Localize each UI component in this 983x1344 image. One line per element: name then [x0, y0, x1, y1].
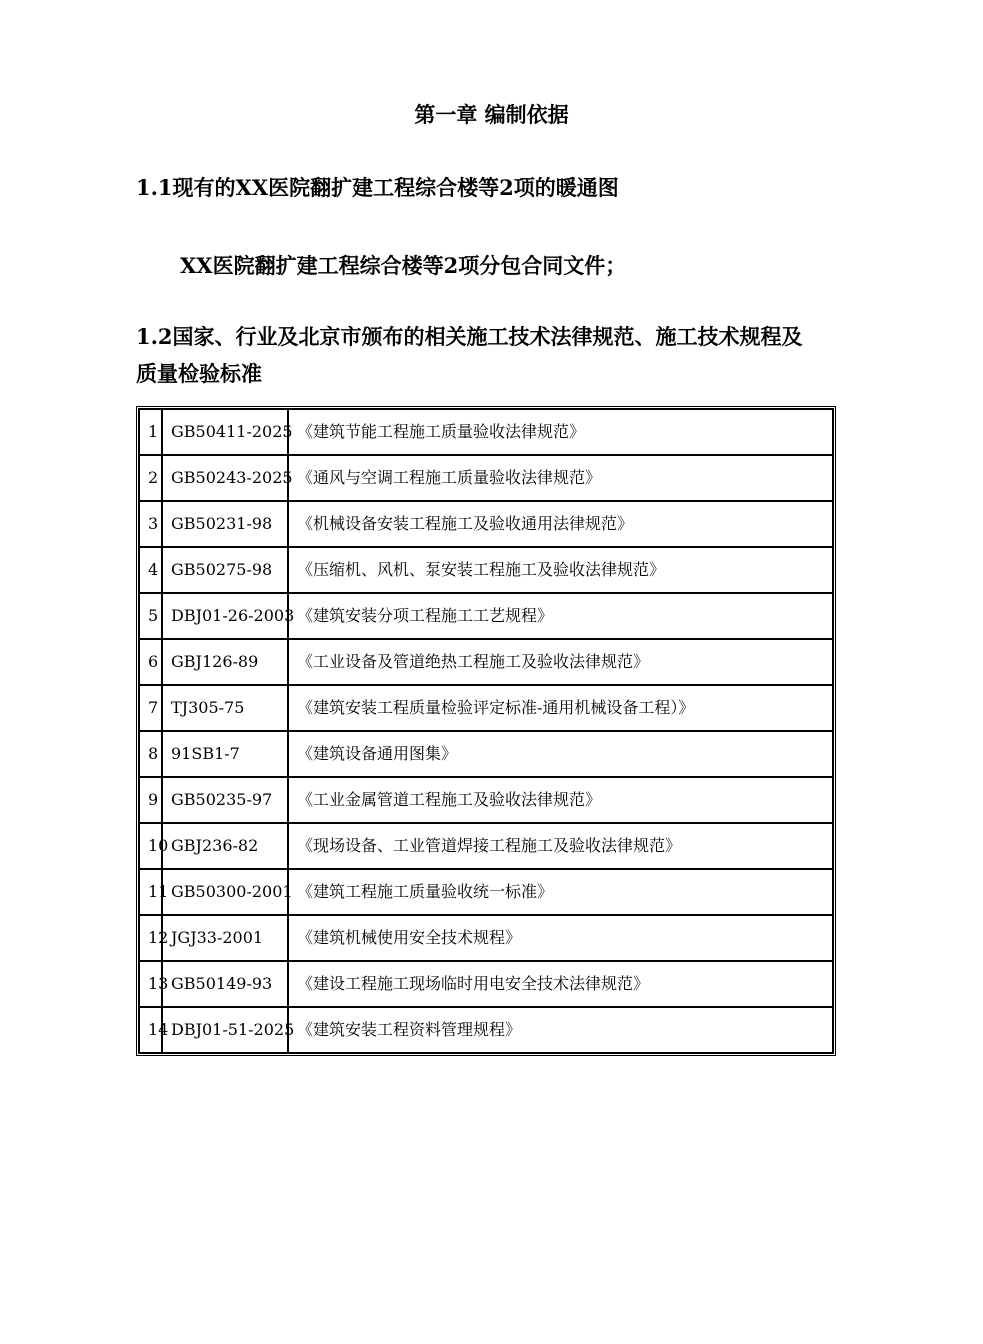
standard-code-cell: JGJ33-2001 [162, 915, 288, 961]
standard-code-cell: GB50235-97 [162, 777, 288, 823]
standard-code-cell: GB50275-98 [162, 547, 288, 593]
standard-name-cell: 《建筑工程施工质量验收统一标准》 [288, 869, 833, 915]
table-row [139, 501, 833, 547]
standard-name-cell: 《工业设备及管道绝热工程施工及验收法律规范》 [288, 639, 833, 685]
standard-name-cell: 《通风与空调工程施工质量验收法律规范》 [288, 455, 833, 501]
standard-code-cell: GBJ236-82 [162, 823, 288, 869]
table-row [139, 593, 833, 639]
row-number-cell: 2 [139, 455, 162, 501]
standard-code-cell: GB50411-2025 [162, 409, 288, 455]
standard-name-cell: 《建筑安装分项工程施工工艺规程》 [288, 593, 833, 639]
standard-name-cell: 《现场设备、工业管道焊接工程施工及验收法律规范》 [288, 823, 833, 869]
standard-code-cell: 91SB1-7 [162, 731, 288, 777]
standards-table [136, 406, 836, 1056]
standard-name-cell: 《建设工程施工现场临时用电安全技术法律规范》 [288, 961, 833, 1007]
table-row [139, 1007, 833, 1053]
section-2-heading-line1: 1.2国家、行业及北京市颁布的相关施工技术法律规范、施工技术规程及 [136, 324, 803, 349]
row-number-cell: 5 [139, 593, 162, 639]
standard-name-cell: 《建筑节能工程施工质量验收法律规范》 [288, 409, 833, 455]
row-number-cell: 7 [139, 685, 162, 731]
section-2-heading-line2: 质量检验标准 [136, 361, 262, 386]
row-number-cell: 13 [139, 961, 162, 1007]
standard-name-cell: 《压缩机、风机、泵安装工程施工及验收法律规范》 [288, 547, 833, 593]
table-row [139, 685, 833, 731]
table-row [139, 409, 833, 455]
standard-code-cell: TJ305-75 [162, 685, 288, 731]
table-row [139, 777, 833, 823]
row-number-cell: 12 [139, 915, 162, 961]
table-row [139, 639, 833, 685]
standard-code-cell: GB50300-2001 [162, 869, 288, 915]
row-number-cell: 8 [139, 731, 162, 777]
chapter-title: 第一章 编制依据 [414, 102, 569, 127]
standard-code-cell: GB50231-98 [162, 501, 288, 547]
standard-code-cell: GBJ126-89 [162, 639, 288, 685]
standard-name-cell: 《建筑设备通用图集》 [288, 731, 833, 777]
table-row [139, 731, 833, 777]
standard-code-cell: DBJ01-51-2025 [162, 1007, 288, 1053]
section-2-heading [136, 318, 846, 392]
row-number-cell: 1 [139, 409, 162, 455]
row-number-cell: 4 [139, 547, 162, 593]
standard-name-cell: 《建筑安装工程资料管理规程》 [288, 1007, 833, 1053]
table-row [139, 869, 833, 915]
standard-name-cell: 《机械设备安装工程施工及验收通用法律规范》 [288, 501, 833, 547]
standard-code-cell: GB50243-2025 [162, 455, 288, 501]
standard-name-cell: 《建筑安装工程质量检验评定标准-通用机械设备工程）》 [288, 685, 833, 731]
row-number-cell: 14 [139, 1007, 162, 1053]
standard-name-cell: 《工业金属管道工程施工及验收法律规范》 [288, 777, 833, 823]
standard-code-cell: DBJ01-26-2003 [162, 593, 288, 639]
row-number-cell: 6 [139, 639, 162, 685]
table-row [139, 823, 833, 869]
row-number-cell: 3 [139, 501, 162, 547]
row-number-cell: 9 [139, 777, 162, 823]
standard-name-cell: 《建筑机械使用安全技术规程》 [288, 915, 833, 961]
table-row [139, 961, 833, 1007]
section-1-heading: 1.1现有的XX医院翻扩建工程综合楼等2项的暖通图 [136, 175, 619, 200]
table-row [139, 915, 833, 961]
row-number-cell: 10 [139, 823, 162, 869]
row-number-cell: 11 [139, 869, 162, 915]
section-1-subtext: XX医院翻扩建工程综合楼等2项分包合同文件； [180, 253, 627, 278]
standard-code-cell: GB50149-93 [162, 961, 288, 1007]
table-row [139, 547, 833, 593]
standards-table-body [139, 409, 833, 1053]
table-row [139, 455, 833, 501]
